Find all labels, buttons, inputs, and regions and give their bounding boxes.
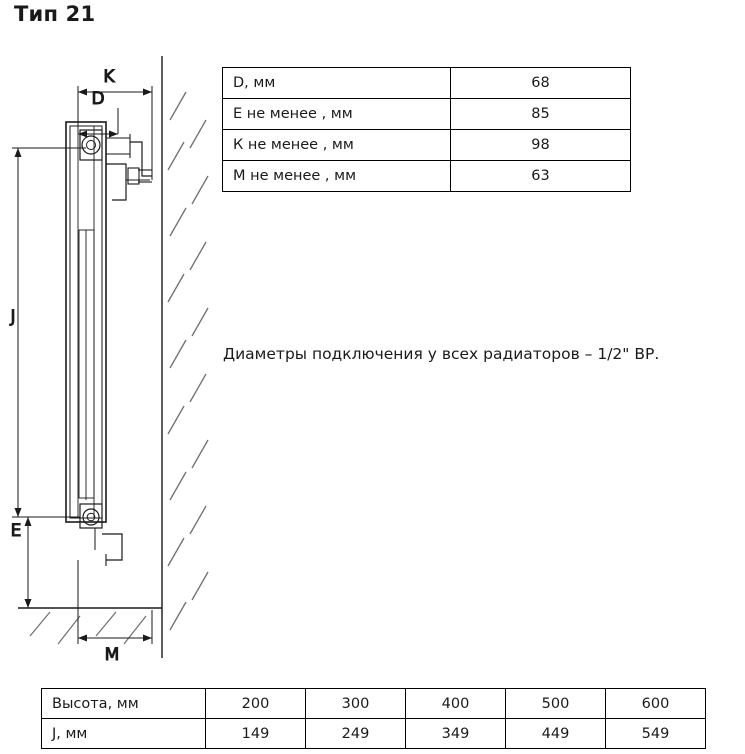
dimension-m xyxy=(78,560,152,644)
top-valve-assembly xyxy=(80,130,152,184)
table-row xyxy=(223,161,631,192)
j-cell: 549 xyxy=(606,719,706,749)
table-row xyxy=(223,130,631,161)
height-cell: 400 xyxy=(406,689,506,719)
j-cell: 349 xyxy=(406,719,506,749)
wall-bracket xyxy=(106,164,126,200)
spec-value: 68 xyxy=(451,68,631,99)
radiator-drawing-svg xyxy=(0,30,220,670)
dimension-label-e: E xyxy=(10,521,22,541)
wall-hatching xyxy=(168,92,208,630)
dimension-label-k: K xyxy=(103,67,115,87)
height-cell: 600 xyxy=(606,689,706,719)
spec-value: 85 xyxy=(451,99,631,130)
dimension-label-j: J xyxy=(10,307,16,327)
table-row xyxy=(223,99,631,130)
dimension-label-m: M xyxy=(104,645,120,665)
spec-label: E не менее , мм xyxy=(223,99,451,130)
height-cell: 300 xyxy=(306,689,406,719)
page-title: Тип 21 xyxy=(14,2,96,26)
dimension-label-d: D xyxy=(91,89,105,109)
height-cell: 200 xyxy=(206,689,306,719)
j-cell: 449 xyxy=(506,719,606,749)
table-row xyxy=(223,68,631,99)
dimension-e xyxy=(25,517,32,608)
table-row xyxy=(42,689,706,719)
spec-table xyxy=(222,67,631,192)
table-row xyxy=(42,719,706,749)
floor-hatching xyxy=(30,612,146,644)
height-row-label: Высота, мм xyxy=(42,689,206,719)
spec-label: D, мм xyxy=(223,68,451,99)
spec-label: М не менее , мм xyxy=(223,161,451,192)
spec-value: 98 xyxy=(451,130,631,161)
radiator-drawing xyxy=(0,30,220,670)
connection-diameter-note: Диаметры подключения у всех радиаторов – 1/2" ВР. xyxy=(223,345,660,363)
spec-value: 63 xyxy=(451,161,631,192)
j-cell: 149 xyxy=(206,719,306,749)
j-row-label: J, мм xyxy=(42,719,206,749)
dimension-j xyxy=(12,148,86,517)
j-cell: 249 xyxy=(306,719,406,749)
height-table xyxy=(41,688,706,749)
bottom-valve-assembly xyxy=(80,504,122,566)
height-cell: 500 xyxy=(506,689,606,719)
spec-label: К не менее , мм xyxy=(223,130,451,161)
